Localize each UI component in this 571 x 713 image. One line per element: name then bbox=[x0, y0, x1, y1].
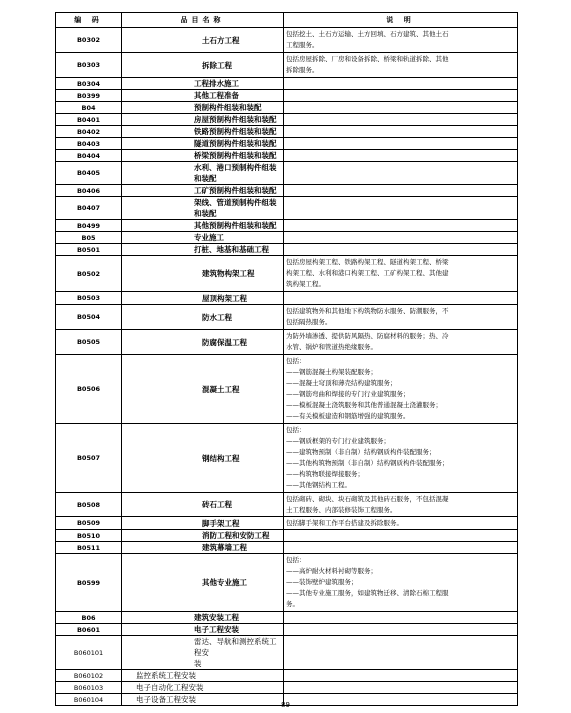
table-row bbox=[56, 554, 518, 612]
item-code: B0401 bbox=[56, 114, 122, 126]
catalog-table bbox=[55, 12, 518, 706]
item-code: B0304 bbox=[56, 78, 122, 90]
item-code: B060103 bbox=[56, 682, 122, 694]
table-row bbox=[56, 138, 518, 150]
header-code: 编 码 bbox=[56, 13, 122, 28]
item-name: 建筑幕墙工程 bbox=[122, 542, 284, 554]
item-code: B060101 bbox=[56, 636, 122, 670]
item-name: 防腐保温工程 bbox=[122, 330, 284, 355]
item-code: B05 bbox=[56, 232, 122, 244]
item-description bbox=[284, 612, 518, 624]
item-code: B0402 bbox=[56, 126, 122, 138]
table-row bbox=[56, 636, 518, 670]
table-row bbox=[56, 150, 518, 162]
item-code: B0505 bbox=[56, 330, 122, 355]
item-description bbox=[284, 292, 518, 305]
item-name: 消防工程和安防工程 bbox=[122, 530, 284, 542]
item-code: B0406 bbox=[56, 185, 122, 197]
item-name: 铁路预制构件组装和装配 bbox=[122, 126, 284, 138]
item-description: 包括： ——高炉耐火材料衬砌等服务； ——装饰壁炉建筑服务； ——其他专业施工服务，如建筑物迁移、清除石棉工程服 务。 bbox=[284, 554, 518, 612]
table-row bbox=[56, 670, 518, 682]
table-row bbox=[56, 292, 518, 305]
table-row bbox=[56, 517, 518, 530]
table-row bbox=[56, 355, 518, 424]
item-code: B060102 bbox=[56, 670, 122, 682]
table-row bbox=[56, 185, 518, 197]
item-description bbox=[284, 90, 518, 102]
item-description bbox=[284, 220, 518, 232]
item-name: 打桩、地基和基础工程 bbox=[122, 244, 284, 256]
table-row bbox=[56, 424, 518, 493]
item-description bbox=[284, 197, 518, 220]
item-code: B0506 bbox=[56, 355, 122, 424]
item-code: B060104 bbox=[56, 694, 122, 706]
table-row bbox=[56, 90, 518, 102]
table-row bbox=[56, 53, 518, 78]
item-name: 混凝土工程 bbox=[122, 355, 284, 424]
item-name: 其他专业施工 bbox=[122, 554, 284, 612]
item-description bbox=[284, 624, 518, 636]
item-description bbox=[284, 244, 518, 256]
item-name: 专业施工 bbox=[122, 232, 284, 244]
table-row bbox=[56, 28, 518, 53]
item-name: 隧道预制构件组装和装配 bbox=[122, 138, 284, 150]
header-desc: 说 明 bbox=[284, 13, 518, 28]
item-code: B0502 bbox=[56, 256, 122, 292]
table-row bbox=[56, 244, 518, 256]
page-number: 89 bbox=[281, 701, 290, 709]
item-name: 电子自动化工程安装 bbox=[122, 682, 284, 694]
item-name: 脚手架工程 bbox=[122, 517, 284, 530]
item-name: 砖石工程 bbox=[122, 493, 284, 517]
table-row bbox=[56, 114, 518, 126]
item-code: B0504 bbox=[56, 305, 122, 330]
table-row bbox=[56, 682, 518, 694]
table-header-row bbox=[56, 13, 518, 28]
item-code: B0511 bbox=[56, 542, 122, 554]
item-code: B0599 bbox=[56, 554, 122, 612]
item-name: 其他工程准备 bbox=[122, 90, 284, 102]
item-description: 包括： ——钢质框架的专门行业建筑服务； ——建筑物预制（非自制）结构钢质构件装配服务； ——其他构筑物预制（非自制）结构钢质构件装配服务； ——构筑物联接焊接服务； ——其他钢结构工程。 bbox=[284, 424, 518, 493]
item-code: B0601 bbox=[56, 624, 122, 636]
item-code: B0508 bbox=[56, 493, 122, 517]
table-row bbox=[56, 612, 518, 624]
table-row bbox=[56, 530, 518, 542]
table-row bbox=[56, 256, 518, 292]
item-description: 包括砌砖、砌块、块石砌筑及其他砖石服务，不包括混凝 土工程服务、内部装修装饰工程服务。 bbox=[284, 493, 518, 517]
item-description bbox=[284, 78, 518, 90]
item-name: 桥梁预制构件组装和装配 bbox=[122, 150, 284, 162]
item-name: 土石方工程 bbox=[122, 28, 284, 53]
item-description bbox=[284, 636, 518, 670]
item-description bbox=[284, 682, 518, 694]
item-name: 拆除工程 bbox=[122, 53, 284, 78]
item-description bbox=[284, 138, 518, 150]
item-code: B0407 bbox=[56, 197, 122, 220]
item-description bbox=[284, 102, 518, 114]
item-description bbox=[284, 150, 518, 162]
item-code: B04 bbox=[56, 102, 122, 114]
item-description bbox=[284, 542, 518, 554]
item-name: 预制构件组装和装配 bbox=[122, 102, 284, 114]
item-name: 其他预制构件组装和装配 bbox=[122, 220, 284, 232]
item-description: 包括房屋拆除、厂房和设备拆除、桥梁和轨道拆除、其他 拆除服务。 bbox=[284, 53, 518, 78]
item-description bbox=[284, 185, 518, 197]
table-row bbox=[56, 305, 518, 330]
item-name: 钢结构工程 bbox=[122, 424, 284, 493]
item-description bbox=[284, 114, 518, 126]
item-code: B0404 bbox=[56, 150, 122, 162]
item-code: B0399 bbox=[56, 90, 122, 102]
item-description bbox=[284, 162, 518, 185]
item-code: B0403 bbox=[56, 138, 122, 150]
table-row bbox=[56, 330, 518, 355]
item-name: 建筑物构架工程 bbox=[122, 256, 284, 292]
item-name: 屋顶构架工程 bbox=[122, 292, 284, 305]
item-code: B0509 bbox=[56, 517, 122, 530]
item-description bbox=[284, 530, 518, 542]
item-name: 工矿预制构件组装和装配 bbox=[122, 185, 284, 197]
item-code: B0405 bbox=[56, 162, 122, 185]
item-name: 工程排水施工 bbox=[122, 78, 284, 90]
item-name: 电子设备工程安装 bbox=[122, 694, 284, 706]
item-code: B0499 bbox=[56, 220, 122, 232]
table-row bbox=[56, 220, 518, 232]
item-name: 电子工程安装 bbox=[122, 624, 284, 636]
table-row bbox=[56, 624, 518, 636]
table-row bbox=[56, 162, 518, 185]
table-row bbox=[56, 542, 518, 554]
item-name: 监控系统工程安装 bbox=[122, 670, 284, 682]
table-body bbox=[56, 28, 518, 706]
item-code: B0501 bbox=[56, 244, 122, 256]
table-row bbox=[56, 126, 518, 138]
item-description: 包括挖土、土石方运输、土方回填、石方建筑、其他土石 工程服务。 bbox=[284, 28, 518, 53]
item-description: 包括建筑物外和其他地下构筑物防水服务、防潮服务，不 包括隔热服务。 bbox=[284, 305, 518, 330]
table-row bbox=[56, 78, 518, 90]
item-code: B0507 bbox=[56, 424, 122, 493]
table-row bbox=[56, 493, 518, 517]
item-name: 架线、管道预制构件组装和装配 bbox=[122, 197, 284, 220]
table-row bbox=[56, 197, 518, 220]
item-code: B06 bbox=[56, 612, 122, 624]
item-code: B0303 bbox=[56, 53, 122, 78]
item-name: 雷达、导航和测控系统工程安 装 bbox=[122, 636, 284, 670]
item-description: 包括脚手架和工作平台搭建及拆除服务。 bbox=[284, 517, 518, 530]
header-name: 品目名称 bbox=[122, 13, 284, 28]
item-code: B0510 bbox=[56, 530, 122, 542]
item-description: 包括： ——钢筋混凝土构架装配服务； ——混凝土穹顶和薄壳结构建筑服务； ——钢筋弯曲和焊接的专门行业建筑服务； ——模板混凝土浇筑服务和其他普通混凝土浇灌服务； ——有关模板建造和钢筋增强的建筑服务。 bbox=[284, 355, 518, 424]
item-code: B0302 bbox=[56, 28, 122, 53]
item-description bbox=[284, 126, 518, 138]
item-description: 为防外墙渗透、提供防风隔热、防腐材料的服务；热、冷 水管、锅炉和管道热绝缘服务。 bbox=[284, 330, 518, 355]
item-name: 建筑安装工程 bbox=[122, 612, 284, 624]
item-name: 防水工程 bbox=[122, 305, 284, 330]
item-code: B0503 bbox=[56, 292, 122, 305]
table-row bbox=[56, 232, 518, 244]
table-row bbox=[56, 102, 518, 114]
item-name: 房屋预制构件组装和装配 bbox=[122, 114, 284, 126]
item-description: 包括房屋构架工程、铁路构架工程、隧道构架工程、桥梁 构架工程、水利和港口构架工程、工矿构架工程、其他建 筑构架工程。 bbox=[284, 256, 518, 292]
item-description bbox=[284, 232, 518, 244]
item-description bbox=[284, 670, 518, 682]
item-name: 水利、港口预制构件组装和装配 bbox=[122, 162, 284, 185]
